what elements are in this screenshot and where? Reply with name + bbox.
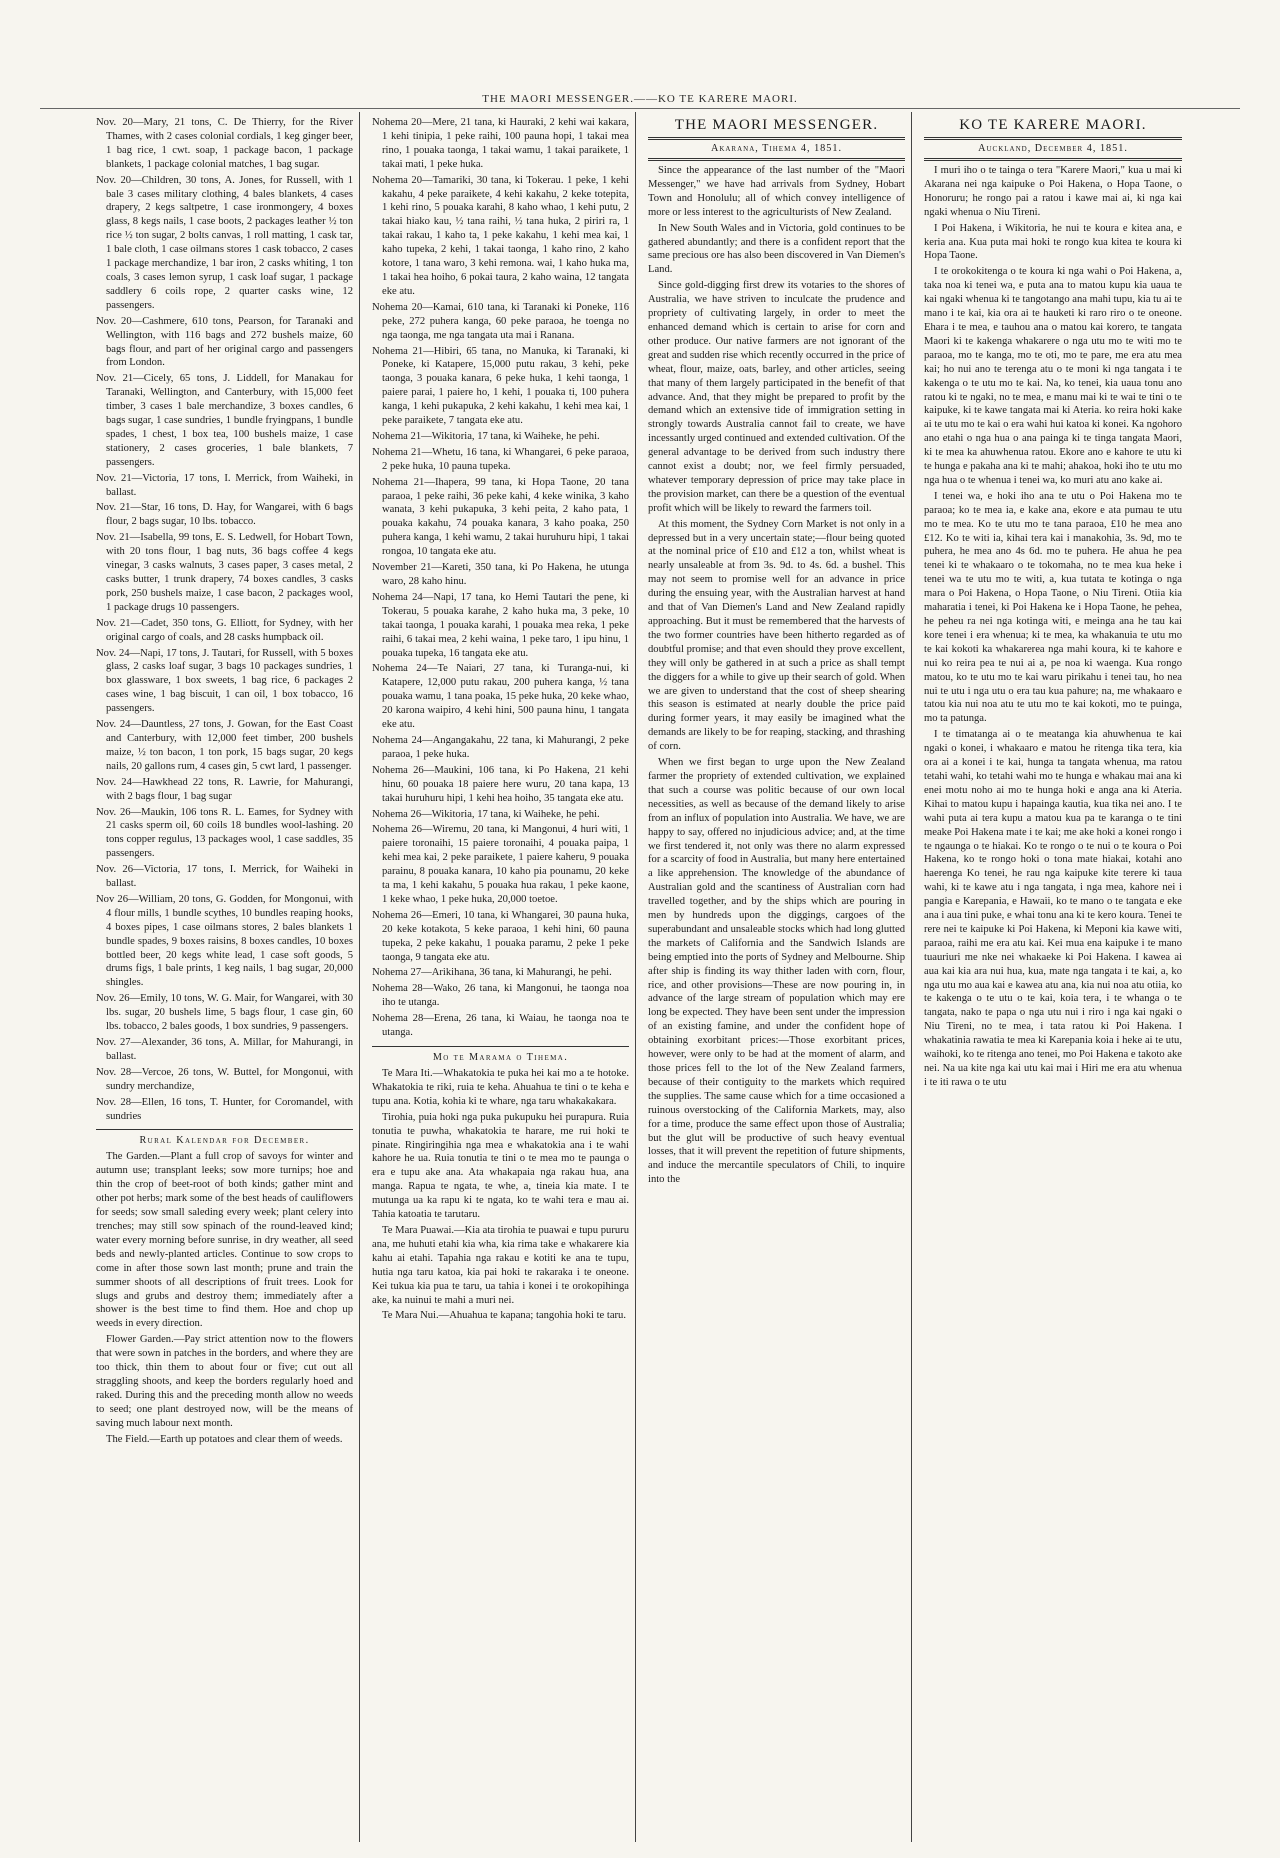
shipping-entry: Nohema 26—Wiremu, 20 tana, ki Mangonui, 4 huri witi, 1 paiere toronaihi, 15 paiere toronaihi, 4 pouaka paipa, 1 kehi mea kai, 2 peke paraikete, 1 paiere kaheru, 9 pouaka parainu, 8 pouaka kanara, 10 kaho pia pounamu, 20 keke ta ma, 1 kehi kakahu, 5 pouaka hua rakau, 1 peke kaone, 1 keke whao, 1 peke huka, 20,000 toetoe. [372,824,629,905]
shipping-entry: Nohema 20—Kamai, 610 tana, ki Taranaki ki Poneke, 116 peke, 272 puhera kanga, 60 peke paraoa, he toenga no nga taonga, me nga tangata uta mai i Ranana. [372,301,629,341]
shipping-entry: Nohema 21—Ihapera, 99 tana, ki Hopa Taone, 20 tana paraoa, 1 peke raihi, 36 peke kahi, 4 keke winika, 3 kaho wanata, 3 kehi pukapuka, 3 kehi peita, 2 kaho pata, 1 pouaka kakahu, 74 pouaka kanara, 3 kaho poaka, 250 puhera kanga, 1 kehi wamu, 2 takai huruhuru hipi, 1 takai rongoa, 10 tangata eke atu. [372,476,629,558]
editorial-paragraph: I muri iho o te tainga o tera "Karere Maori," kua u mai ki Akarana nei nga kaipuke o Poi Hakena, o Hopa Taone, o Honoruru; he rongo pai a ratou i kawe mai ai, ki nga kai ngaki whenua o Niu Tireni. [924,165,1182,218]
shipping-entry: Nov. 24—Dauntless, 27 tons, J. Gowan, for the East Coast and Canterbury, with 12,000 feet timber, 200 bushels maize, ½ ton bacon, 1 ton pork, 15 bags sugar, 20 kegs nails, 20 gallons rum, 4 cases gin, 5 cwt lard, 1 passenger. [96,719,353,772]
shipping-entry: Nohema 26—Emeri, 10 tana, ki Whangarei, 30 pauna huka, 20 keke kotakota, 5 keke paraoa, 1 kehi hini, 60 pauna tupeka, 2 peke kakahu, 1 pouaka paramu, 2 peke 1 peke taonga, 9 tangata eke atu. [372,909,629,963]
running-head: THE MAORI MESSENGER.——KO TE KARERE MAORI. [40,92,1240,109]
editorial-paragraph: At this moment, the Sydney Corn Market is not only in a depressed but in a very uncertain state;—flour being quoted at the nominal price of £10 and £12 a ton, whilst wheat is nearly unsaleable at from 3s. 9d. to 4s. 6d. a bushel. This may not seem to promise well for an advance in price during the ensuing year, with the Australian harvest at hand and that of Van Diemen's Land and New Zealand rapidly approaching. But it must be remembered that the harvests of the two former countries have been hitherto regarded as of doubtful promise; and that even should they prove excellent, they will only be gathered in at such a price as shall tempt the diggers for a while to give up their search of gold. When we are given to understand that the cost of sheep shearing this season is estimated at nearly double the price paid during former years, it may easily be imagined what the demands are likely to be for reaping, stacking, and thrashing of corn. [648,518,905,753]
shipping-entry: Nov. 21—Star, 16 tons, D. Hay, for Wangarei, with 6 bags flour, 2 bags sugar, 10 lbs. tobacco. [96,502,353,528]
editorial-paragraph: I Poi Hakena, i Wikitoria, he nui te koura e kitea ana, e keria ana. Kua puta mai hoki te rongo kua kitea te koura ki Hopa Taone. [924,222,1182,262]
calendar-paragraph: Flower Garden.—Pay strict attention now to the flowers that were sown in patches in the borders, and where they are too thick, thin them to about four or five; cut out all straggling shoots, and keep the borders regularly hoed and raked. During this and the preceding month allow no weeds to seed; one plant destroyed now, will be the means of saving much labour next month. [96,1334,353,1429]
shipping-entry: Nov. 21—Victoria, 17 tons, I. Merrick, from Waiheki, in ballast. [96,472,353,498]
masthead-rule [924,137,1182,140]
dateline-maori: Auckland, December 4, 1851. [978,143,1128,154]
editorial-paragraph: I te orokokitenga o te koura ki nga wahi o Poi Hakena, a, taka noa ki tenei wa, e puta ana to matou kupu kia uaua te kai ngaki whenua ki te tangotango ana mahi tupu, kia tu ai te mano i te kai, kia ora ai te hauketi ki raro riro o te oneone. Ehara i te mea, e tauhou ana o matou kai korero, te tangata Maori ki te kakenga whakarere o nga utu mo te witi mo te paraoa, mo te kanga, mo te oti, mo te pare, me era atu mea kai; ho nui ano te terenga atu o te moni ki nga tangata i te kakenga o te utu mo te kai. Na, ko tenei, kia uaua tonu ano ratou ki te ngaki, no te mea, e manu mai ki te wai te tini o te kaipuke, ki te kawe tangata mai ki Ateria. ko reira hoki kake ai te utu mo te kai o era wahi hui katoa ki konei. Ka ngohoro ano etahi o nga hua o ana painga ki te tinga tangata Maori, ki te mea ka ahuwhenua ratou. Ekore ano e kahore te utu ki te hunga e pakaha ana ki te mahi; ahakoa, hoki iho te utu mo nga hua o te whenua i tenei wa, ko muri atu ano kake ai. [924,266,1183,486]
column-editorial-english [642,112,912,1842]
shipping-entry: Nohema 26—Wikitoria, 17 tana, ki Waiheke, he pehi. [372,808,600,820]
calendar-paragraph: Tirohia, puia hoki nga puka pukupuku hei purapura. Ruia tonutia te puwha, whakatokia te harare, me rui hoki te pinate. Ringiringihia nga mea e whakatokia ana i te wahi kahore he ua. Ruia tonutia te tini o te mea mo te paunga o era e tupu ake ana. Ata whakapaia nga rakau hua, ana manga. Rapua te ngata, te whe, a, tineia kia mate. I te mutunga ua ka rapu ki te ngata, ko te wahi tera e mau ai. Tahia katoatia te tarutaru. [372,1111,629,1221]
shipping-entry: Nohema 21—Whetu, 16 tana, ki Whangarei, 6 peke paraoa, 2 peke huka, 10 pauna tupeka. [372,446,629,472]
calendar-paragraph: The Field.—Earth up potatoes and clear them of weeds. [106,1433,343,1445]
shipping-entry: Nov. 21—Cadet, 350 tons, G. Elliott, for Sydney, with her original cargo of coals, and 28 casks humpback oil. [96,617,353,643]
calendar-heading-english: Rural Kalendar for December. [139,1135,310,1147]
column-shipping-english [90,112,360,1842]
shipping-entry: Nov. 20—Cashmere, 610 tons, Pearson, for Taranaki and Wellington, with 116 bags and 272 bushels maize, 60 bags flour, and part of her original cargo and passengers from London. [96,315,353,369]
shipping-entry: Nohema 20—Mere, 21 tana, ki Hauraki, 2 kehi wai kakara, 1 kehi tinipia, 1 peke raihi, 100 pauna hopi, 1 takai mea rino, 1 pouaka taonga, 1 takai wamu, 1 takai paraikete, 1 takai mati, 1 peke huka. [372,117,629,170]
masthead-maori: KO TE KARERE MAORI. [959,117,1147,133]
columns [90,112,1190,1842]
shipping-entry: Nohema 27—Arikihana, 36 tana, ki Mahurangi, he pehi. [372,967,612,979]
shipping-entry: Nov. 27—Alexander, 36 tons, A. Millar, for Mahurangi, in ballast. [96,1037,353,1062]
shipping-entry: Nov. 28—Ellen, 16 tons, T. Hunter, for Coromandel, with sundries [96,1096,353,1122]
editorial-paragraph: In New South Wales and in Victoria, gold continues to be gathered abundantly; and there is a confident report that the same precious ore has also been discovered in Van Diemen's Land. [648,222,905,276]
calendar-paragraph: Te Mara Puawai.—Kia ata tirohia te puawai e tupu pururu ana, me huhuti etahi kia wha, kia rima take e whakarere kia kahu ai etahi. Tapahia nga rakau e kotiti ke ana te tupu, hutia nga taru katoa, kia pai hoki te rakaraka i te oneone. Kei tukua kia pua te taru, ua tahia i konei i te orokopihinga ake, ka nuinui te mahi a muri nei. [372,1224,629,1306]
shipping-entry: Nohema 21—Wikitoria, 17 tana, ki Waiheke, he pehi. [372,430,600,442]
shipping-entry: Nov. 20—Mary, 21 tons, C. De Thierry, for the River Thames, with 2 cases colonial cordials, 1 keg ginger beer, 1 bag rice, 1 cwt. soap, 1 package bacon, 1 package blankets, 1 package colonial matches, 1 bag sugar. [96,117,353,170]
calendar-paragraph: The Garden.—Plant a full crop of savoys for winter and autumn use; transplant leeks; sow more turnips; hoe and thin the crop of beet-root of both kinds; gather mint and other pot herbs; mark some of the best heads of cauliflowers for seeds; sow small saleding every week; plant celery into trenches; may still sow spinach of the round-leaved kind; water every morning before sunrise, in dry weather, all seed beds and newly-planted articles. Continue to sow crops to come in after those sown last month; prune and train the summer shoots of all descriptions of fruit trees. Look for slugs and grubs and destroy them; immediately after a shower is the best time to find them. Hoe and chop up weeds in every direction. [96,1151,353,1330]
shipping-entry: Nov. 26—Emily, 10 tons, W. G. Mair, for Wangarei, with 30 lbs. sugar, 20 bushels lime, 5 bags flour, 1 case gin, 60 lbs. tobacco, 2 bales goods, 1 box sundries, 9 passengers. [96,993,353,1033]
masthead-english: THE MAORI MESSENGER. [674,117,879,133]
calendar-heading-maori: Mo te Marama o Tihema. [432,1052,569,1063]
calendar-paragraph: Te Mara Iti.—Whakatokia te puka hei kai mo a te hotoke. Whakatokia te riki, ruia te keha. Ahuahua te tini o te keha e tupu ana. Kotia, kohia ki te whare, nga taru whakakakara. [372,1068,629,1107]
masthead-rule [648,137,905,140]
shipping-entry: Nov 26—William, 20 tons, G. Godden, for Mongonui, with 4 flour mills, 1 bundle scythes, 10 bundles reaping hooks, 4 boxes pipes, 1 case oilmans stores, 2 bales blankets 1 bundle spades, 9 boxes raisins, 8 boxes candles, 10 boxes bottled beer, 20 kegs white lead, 1 case soft goods, 5 drums figs, 1 bale prints, 1 keg nails, 1 bag sugar, 20,000 shingles. [96,893,353,989]
shipping-entry: Nohema 20—Tamariki, 30 tana, ki Tokerau. 1 peke, 1 kehi kakahu, 4 peke paraikete, 4 kehi kakahu, 2 keke totepita, 1 kehi rino, 5 pouaka karahi, 8 kaho whao, 1 kehi putu, 2 takai hiako kau, ½ tana raihi, ½ tana huka, 2 piriri ra, 1 takai rakau, 1 kaho ta, 1 peke kakahu, 1 kehi mea kai, 1 kaho tupeka, 2 kehi, 1 takai taonga, 1 kaho rino, 2 kaho kotore, 1 tana waro, 3 kehi remona. wai, 1 kaho huka ma, 1 takai hea hoiho, 6 pokai taura, 2 kaho waina, 12 tangata eke atu. [372,174,629,297]
shipping-entry: Nohema 24—Napi, 17 tana, ko Hemi Tautari the pene, ki Tokerau, 5 pouaka karahe, 2 kaho huka ma, 3 peke, 10 takai taonga, 1 pouaka karahi, 1 pouaka mea reka, 1 peke raihi, 6 takai mea, 2 kehi waina, 1 peke taro, 1 ipu hinu, 1 pouaka tupeka, 16 tangata eke atu. [372,591,629,659]
editorial-paragraph: Since the appearance of the last number of the "Maori Messenger," we have had arrivals from Sydney, Hobart Town and Honolulu; all of which convey intelligence of more or less interest to the agriculturists of New Zealand. [648,165,905,218]
shipping-entry: Nov. 26—Victoria, 17 tons, I. Merrick, for Waiheki in ballast. [96,864,353,890]
shipping-entry: Nohema 21—Hibiri, 65 tana, no Manuka, ki Taranaki, ki Poneke, ki Katapere, 15,000 putu rakau, 3 kehi, peke taonga, 3 pouaka kanara, 6 peke huka, 1 kehi taonga, 1 paiere parai, 1 paiere ho, 1 kehi, 1 pouaka ti, 100 puhera kanga, 1 kehi pukapuka, 2 kehi kakahu, 1 kehi mea kai, 1 peke paraikete, 7 tangata eke atu. [372,345,629,427]
shipping-entry: Nohema 28—Erena, 26 tana, ki Waiau, he taonga noa te utanga. [372,1013,629,1039]
shipping-list-maori [372,116,629,1040]
shipping-entry: Nohema 28—Wako, 26 tana, ki Mangonui, he taonga noa iho te utanga. [372,983,629,1009]
column-editorial-maori [918,112,1188,1842]
shipping-list-english [96,116,353,1123]
shipping-entry: Nov. 24—Hawkhead 22 tons, R. Lawrie, for Mahurangi, with 2 bags flour, 1 bag sugar [96,776,353,802]
section-rule [372,1046,629,1047]
shipping-entry: Nov. 26—Maukin, 106 tons R. L. Eames, for Sydney with 21 casks sperm oil, 60 coils 18 bundles wool-lashing. 20 tons copper regulus, 13 packages wool, 1 case saddles, 35 passengers. [96,806,353,860]
shipping-entry: Nov. 20—Children, 30 tons, A. Jones, for Russell, with 1 bale 3 cases military clothing, 4 bales blankets, 4 cases drapery, 2 kegs saltpetre, 1 case ironmongery, 4 boxes glass, 8 kegs nails, 1 case boots, 2 packages leather ½ ton rice ½ ton sugar, 2 bolts canvas, 1 roll matting, 1 cask tar, 1 bale cloth, 1 case oilmans stores 1 cask tobacco, 2 cases 1 package merchandize, 1 bar iron, 2 casks whiting, 1 ton coals, 3 cases lemon syrup, 1 cask loaf sugar, 1 package saddlery 6 coils rope, 2 quarter casks wine, 12 passengers. [96,174,353,311]
shipping-entry: Nov. 21—Cicely, 65 tons, J. Liddell, for Manakau for Taranaki, Wellington, and Canterbury, with 15,000 feet timber, 3 cases 1 bale merchandize, 3 boxes candles, 6 bags sugar, 1 case sundries, 1 bundle fryingpans, 1 bundle spades, 1 chest, 1 box tea, 100 bushels maize, 1 case stationery, 2 cases groceries, 1 bale blankets, 7 passengers. [96,373,353,468]
shipping-entry: Nov. 21—Isabella, 99 tons, E. S. Ledwell, for Hobart Town, with 20 tons flour, 1 bag nuts, 36 bags coffee 4 kegs vinegar, 3 casks walnuts, 3 cases paper, 3 cases metal, 2 casks butter, 1 trunk drapery, 74 boxes candles, 3 casks pork, 250 bushels maize, 1 case bacon, 2 packages wool, 1 package drugs 10 passengers. [96,532,353,613]
shipping-entry: Nohema 24—Angangakahu, 22 tana, ki Mahurangi, 2 peke paraoa, 1 peke huka. [372,734,629,760]
editorial-paragraph: I tenei wa, e hoki iho ana te utu o Poi Hakena mo te paraoa; ko te mea ia, e kake ana, ekore e ata pumau te utu mo te mea. Ko te utu mo te tana paraoa, £10 he mea ano £12. Ko te witi ia, kihai tera kai i manakohia, 3s. 9d, mo te puhera, he mea ano 4s 6d. mo te puhera. He ahua he pea tenei ki te whakaaro o te tokomaha, no te mea kua heke i tenei wa te utu mo te witi, a, kua tutata te kotinga o nga mara o Poi Hakena, o Hopa Taone, o Niu Tireni. Otiia kia maharatia i tenei, ki Poi Hakena ke i Hopa Taone, he pehea, he peheu ra nei nga kotinga witi, e meinga ana he tau kai kore tenei i era whenua; ki te mea, ka whakanuia te utu mo te kai kokoti ka whakarerea nga mahi koura, ki te kahore e nui ko reira pea te nui ai a, pe noa ki waenga. Kua rongo matou, ko te utu mo te kai waru pirikahu i tenei tau, ho nea nui te utu i nga utu o era tau kua pahure; na, me whakaaro e tatou kia nui noa atu te utu mo te kai kokoti, mo te puinga, mo ta patunga. [924,490,1182,725]
editorial-paragraph: Since gold-digging first drew its votaries to the shores of Australia, we have striven to inculcate the prudence and propriety of cultivating largely, in order to meet the enhanced demand which is certain to arise for corn and other produce. Our native farmers are not ignorant of the great and sudden rise which recently occurred in the price of wheat, flour, maize, oats, barley, and other articles, seeing that many of them largely participated in the benefit of that advance. And, that they might be prepared to profit by the demand which an extensive tide of immigration setting in strongly towards Australia cannot fail to create, we have incessantly urged continued and extended cultivation. Of the general advantage to be derived from such industry there cannot exist a doubt; nor, we feel firmly persuaded, whatever temporary depression of price may take place in the provision market, can there be a question of the eventual profit which will be likely to reward the farmers toil. [648,280,905,514]
column-shipping-maori [366,112,636,1842]
dateline-rule [924,158,1182,161]
shipping-entry: Nov. 28—Vercoe, 26 tons, W. Buttel, for Mongonui, with sundry merchandize, [96,1066,353,1092]
editorial-paragraph: When we first began to urge upon the New Zealand farmer the propriety of extended cultivation, we explained that such a course was politic because of our own local necessities, as well as because of the demand likely to arise from an influx of population into Australia. We have, we are happy to say, offered no injudicious advice; and, at the time we first tendered it, not only was there no alarm expressed for a scarcity of food in Australia, but many here entertained a like apprehension. The knowledge of the abundance of Australian gold and the scantiness of Australian corn had travelled together, and by the ships which are pouring in men by hundreds upon the diggings, cargoes of the superabundant and unsaleable stocks which had long glutted the markets of California and the Sandwich Islands are being emptied into the ports of Sydney and Melbourne. Ship after ship is finding its way thither laden with corn, flour, rice, and other provisions—These are now pouring in, in advance of the large stream of population which may ere long be expected. They have been sent under the impression of an existing famine, and under the confident hope of obtaining exorbitant prices:—Those exorbitant prices, however, were only to be had at the moment of alarm, and those prices fell to the lot of the New Zealand farmers, because of their contiguity to the markets which required the supplies. The same cause which for a time occasioned a ruinous overstocking of the California Markets, may, also for a time, produce the same effect upon those of Australia; but the glut will be productive of such heavy eventual losses, that it will prevent the repetition of future shipments, and induce the mercantile speculators of Chili, to inquire into the [648,757,905,1186]
dateline-english: Akarana, Tihema 4, 1851. [710,143,843,154]
shipping-entry: Nov. 24—Napi, 17 tons, J. Tautari, for Russell, with 5 boxes glass, 2 casks loaf sugar, 3 bags 10 packages sundries, 1 box glassware, 1 box sweets, 1 bag rice, 6 packages 2 cases wine, 1 bag biscuit, 1 can oil, 1 box tobacco, 16 passengers. [96,647,353,715]
editorial-paragraph: I te timatanga ai o te meatanga kia ahuwhenua te kai ngaki o konei, i whakaaro e matou he ritenga tika tera, kia ora ai a konei i te kai, hunga ta tangata whenua, ma ratou tetahi wahi, ko tetahi wahi mo te hunga e whakau mai ana ki enei motu noho ai mo te hunga hoki e anga ana ki Ateria. Kihai to matou kupu i hapainga kautia, kua tika nei ano. I te wahi puta ai tera kupu a matou kua pa te karanga o te tini meake Poi Hakena mate i te kai; me ake hoki a konei rongo i te ngaunga o te hiakai. Ko te rongo o te nui o te koura o Poi Hakena, ko te rongo hoki o tona mate hiakai, kotahi ano haerenga Ko tenei, he rau nga kaipuke kite terere ki taua wahi, ki te kawe atu i nga tangata, i nga mea, kahore nei i pangia e Karepania, e Hawaii, ko te mano o te tangata e eke ana i aua tini puke, e whai tonu ana ki te kero koura. Tenei te rere nei te kaipuke ki Poi Hakena, ki Meponi kia kawe witi, paraoa, raihi me era atu kai. Kei mua ena kaipuke i te mano tuauriuri me nke nei whakaeke ki Poi Hakena. I kawea ai aua kai kia ara nui hua, kua, mate nga tangata i te kai, a, ko nga utu mo aua kai e kawea atu ana, kia nui noa atu otiia, ko te kakenga o te utu o te kai, koia tera, i te whanga o te tangata, nako te papa o nga utu nui i riro i nga kai ngaki o Niu Tireni, no te mea, i tata ratou ki Poi Hakena. I whakatinia rawatia te mea ki Karepania koia i heke ai te utu, waihoki, ko te ritenga ano tenei, mo Poi Hakena e takoto ake nei. Na ua kite nga kai utu kai mai i Hiri me era atu whenua i te iti rawa o te utu [924,729,1182,1088]
dateline-rule [648,158,905,161]
shipping-entry: Nohema 26—Maukini, 106 tana, ki Po Hakena, 21 kehi hinu, 60 pouaka 18 paiere here wuru, 20 tana kapa, 13 takai huruhuru hipi, 1 kehi hea hoiho, 35 tangata eke atu. [372,764,629,804]
shipping-entry: Nohema 24—Te Naiari, 27 tana, ki Turanga-nui, ki Katapere, 12,000 putu rakau, 200 puhera kanga, ½ tana pouaka wamu, 1 tana poaka, 15 peke huka, 20 keke whao, 20 karona waipiro, 4 kehi hini, 500 pauna hinu, 1 tangata eke atu. [372,663,629,731]
section-rule [96,1129,353,1130]
calendar-paragraph: Te Mara Nui.—Ahuahua te kapana; tangohia hoki te taru. [382,1310,627,1322]
shipping-entry: November 21—Kareti, 350 tana, ki Po Hakena, he utunga waro, 28 kaho hinu. [372,562,629,587]
